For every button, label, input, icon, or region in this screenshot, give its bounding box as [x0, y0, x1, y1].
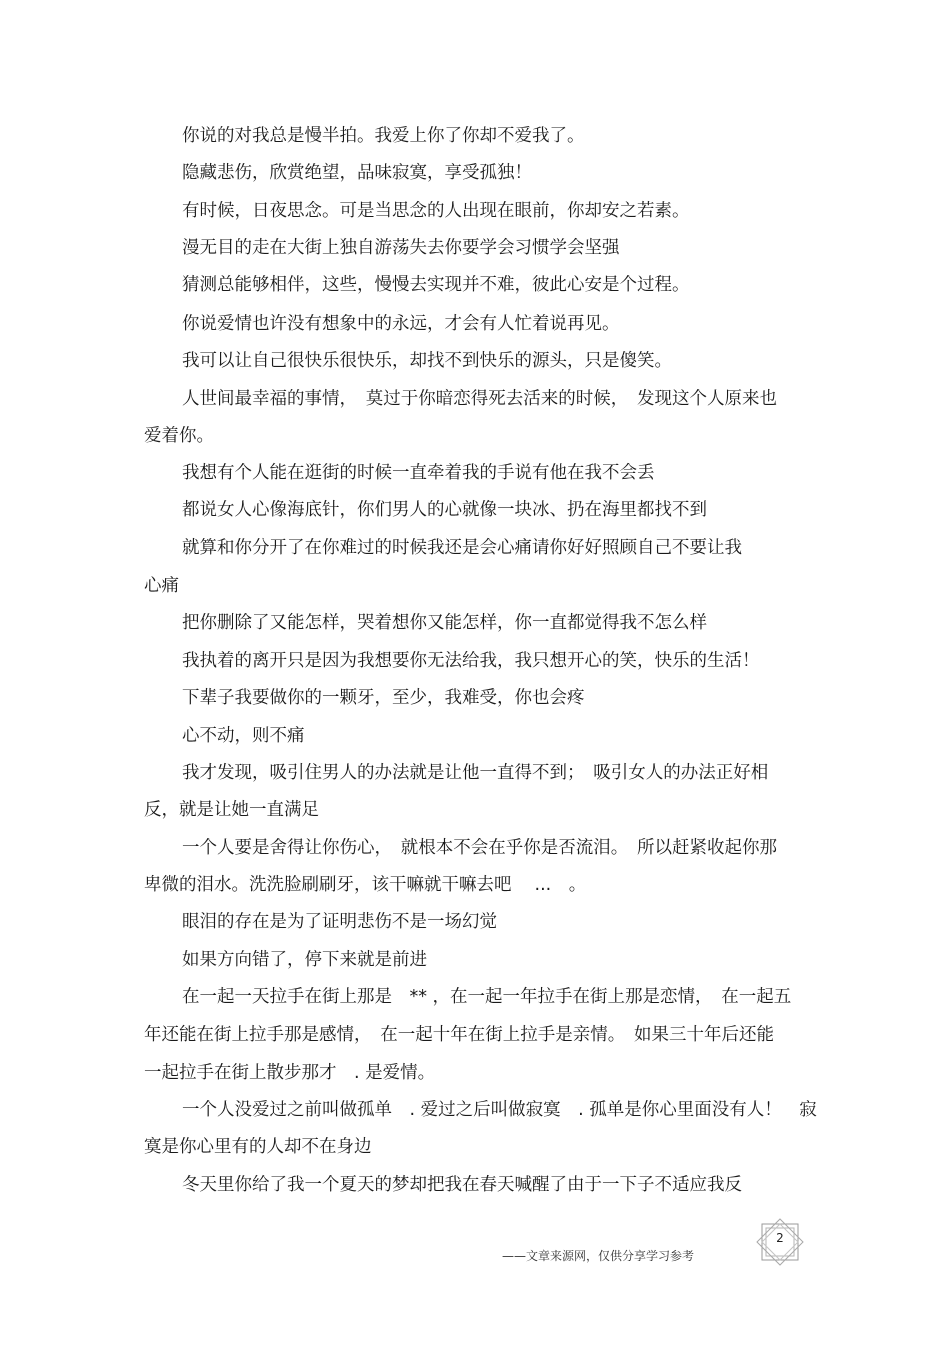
text-line: 如果方向错了，停下来就是前进 [182, 950, 427, 970]
text-line: 卑微的泪水。洗洗脸刷刷牙，该干嘛就干嘛去吧 ... 。 [144, 875, 587, 895]
text-line: 冬天里你给了我一个夏天的梦却把我在春天喊醒了由于一下子不适应我反 [182, 1175, 742, 1195]
text-line: 我执着的离开只是因为我想要你无法给我，我只想开心的笑，快乐的生活！ [182, 651, 760, 671]
footer-source-note: ——文章来源网，仅供分享学习参考 [502, 1249, 695, 1263]
text-line: 下辈子我要做你的一颗牙，至少，我难受，你也会疼 [182, 688, 585, 708]
text-line: 我可以让自己很快乐很快乐，却找不到快乐的源头，只是傻笑。 [182, 351, 672, 371]
text-line: 我才发现，吸引住男人的办法就是让他一直得不到； 吸引女人的办法正好相 [182, 763, 769, 783]
text-line: 都说女人心像海底针，你们男人的心就像一块冰、扔在海里都找不到 [182, 500, 707, 520]
text-line: 就算和你分开了在你难过的时候我还是会心痛请你好好照顾自己不要让我 [182, 538, 742, 558]
text-line: 一个人要是舍得让你伤心， 就根本不会在乎你是否流泪。 所以赶紧收起你那 [182, 838, 777, 858]
text-line: 一个人没爱过之前叫做孤单 . 爱过之后叫做寂寞 . 孤单是你心里面没有人！ 寂 [182, 1100, 817, 1120]
text-line: 有时候，日夜思念。可是当思念的人出现在眼前，你却安之若素。 [182, 201, 690, 221]
text-line: 反，就是让她一直满足 [144, 800, 319, 820]
text-line: 把你删除了又能怎样，哭着想你又能怎样，你一直都觉得我不怎么样 [182, 613, 707, 633]
text-line: 心痛 [144, 576, 179, 596]
text-line: 隐藏悲伤，欣赏绝望，品味寂寞，享受孤独！ [182, 163, 532, 183]
text-line: 年还能在街上拉手那是感情， 在一起十年在街上拉手是亲情。 如果三十年后还能 [144, 1025, 774, 1045]
text-line: 漫无目的走在大街上独自游荡失去你要学会习惯学会坚强 [182, 238, 620, 258]
text-line: 你说爱情也许没有想象中的永远，才会有人忙着说再见。 [182, 314, 620, 334]
text-line: 心不动，则不痛 [182, 726, 305, 746]
text-line: 寞是你心里有的人却不在身边 [144, 1137, 372, 1157]
text-line: 爱着你。 [144, 426, 214, 446]
text-line: 在一起一天拉手在街上那是 ** ，在一起一年拉手在街上那是恋情， 在一起五 [182, 987, 792, 1007]
text-line: 眼泪的存在是为了证明悲伤不是一场幻觉 [182, 912, 497, 932]
page-number: 2 [776, 1231, 784, 1245]
text-line: 猜测总能够相伴，这些，慢慢去实现并不难，彼此心安是个过程。 [182, 275, 690, 295]
text-line: 人世间最幸福的事情， 莫过于你暗恋得死去活来的时候， 发现这个人原来也 [182, 389, 777, 409]
text-line: 一起拉手在街上散步那才 . 是爱情。 [144, 1063, 436, 1083]
text-line: 我想有个人能在逛街的时候一直牵着我的手说有他在我不会丢 [182, 463, 655, 483]
text-line: 你说的对我总是慢半拍。我爱上你了你却不爱我了。 [182, 126, 585, 146]
